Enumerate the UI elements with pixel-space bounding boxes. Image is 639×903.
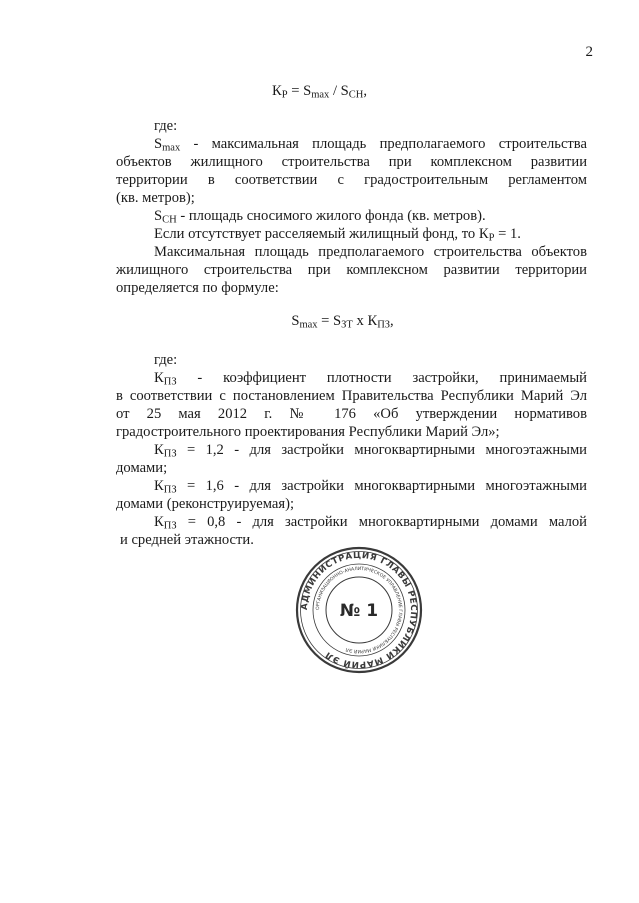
formula2-mid: = S	[317, 313, 342, 329]
official-stamp	[295, 546, 423, 674]
kpz-letter: К	[154, 370, 164, 386]
kpz-sub: ПЗ	[163, 376, 177, 388]
no-fund-tail: = 1.	[494, 226, 521, 242]
formula2-zt-sub: ЗТ	[341, 319, 353, 331]
formula-eq: = S	[287, 83, 312, 99]
page-number: 2	[585, 44, 593, 60]
text-line: в соответствии с постановлением Правительства Республики Марий Эл	[116, 388, 587, 404]
stamp-inner-text: ОРГАНИЗАЦИОННО-АНАЛИТИЧЕСКОЕ УПРАВЛЕНИЕ ГЛАВЫ РЕСПУБЛИКИ МАРИЙ ЭЛ	[315, 566, 403, 654]
kpz-value-text: = 0,8 - для застройки многоквартирными домами малой	[176, 514, 587, 530]
kpz-letter: К	[154, 514, 164, 530]
text-line: жилищного строительства при комплексном развитии территории	[116, 262, 587, 278]
formula-k-sub: Р	[281, 89, 288, 101]
text-line: территории в соответствии с градостроительным регламентом	[116, 172, 587, 188]
kpz-sub: ПЗ	[163, 520, 177, 532]
formula2-pz-sub: ПЗ	[377, 319, 391, 331]
kpz-sub: ПЗ	[163, 484, 177, 496]
formula2-tail: ,	[390, 313, 394, 329]
smax-definition-line	[154, 136, 587, 154]
smax-letter: S	[154, 136, 163, 152]
formula-smax	[46, 313, 639, 331]
kpz-sub: ПЗ	[163, 448, 177, 460]
formula2-s: S	[291, 313, 300, 329]
formula-div: / S	[329, 83, 349, 99]
kpz-0-8-line	[154, 514, 587, 532]
kpz-1-6-line	[154, 478, 587, 496]
no-fund-line	[154, 226, 521, 244]
text-line: объектов жилищного строительства при комплексном развитии	[116, 154, 587, 170]
stamp-number: № 1	[339, 601, 379, 621]
text-line: и средней этажности.	[120, 532, 254, 548]
where-label: где:	[154, 118, 178, 134]
formula-sch-sub: СН	[348, 89, 364, 101]
smax-text: - максимальная площадь предполагаемого строительства	[180, 136, 587, 152]
no-fund-text: Если отсутствует расселяемый жилищный фонд, то К	[154, 226, 489, 242]
formula-s-sub: max	[311, 89, 330, 101]
kpz-definition-line	[154, 370, 587, 388]
stamp-outer-text: АДМИНИСТРАЦИЯ ГЛАВЫ РЕСПУБЛИКИ МАРИЙ ЭЛ	[299, 550, 419, 670]
smax-sub: max	[162, 142, 181, 154]
formula2-s-sub: max	[299, 319, 318, 331]
smax-symbol	[154, 136, 180, 152]
formula-kr	[0, 83, 639, 101]
kpz-value-text: = 1,2 - для застройки многоквартирными многоэтажными	[176, 442, 587, 458]
text-line: от 25 мая 2012 г. № 176 «Об утверждении нормативов	[116, 406, 587, 422]
text-line: Максимальная площадь предполагаемого строительства объектов	[154, 244, 587, 260]
text-line: домами;	[116, 460, 168, 476]
no-fund-sub: Р	[488, 232, 495, 244]
text-line: определяется по формуле:	[116, 280, 279, 296]
formula2-x: х К	[352, 313, 378, 329]
text-line: градостроительного проектирования Республики Марий Эл»;	[116, 424, 500, 440]
kpz-letter: К	[154, 442, 164, 458]
text-line: домами (реконструируемая);	[116, 496, 295, 512]
sch-definition-line	[154, 208, 486, 226]
text-line: (кв. метров);	[116, 190, 195, 206]
sch-letter: S	[154, 208, 163, 224]
formula-tail: ,	[363, 83, 368, 99]
kpz-text: - коэффициент плотности застройки, принимаемый	[176, 370, 587, 386]
kpz-value-text: = 1,6 - для застройки многоквартирными многоэтажными	[176, 478, 587, 494]
formula-k: К	[271, 83, 282, 99]
kpz-1-2-line	[154, 442, 587, 460]
sch-text: - площадь сносимого жилого фонда (кв. метров).	[176, 208, 486, 224]
kpz-letter: К	[154, 478, 164, 494]
where-label-2: где:	[154, 352, 178, 368]
sch-sub: СН	[162, 214, 177, 226]
